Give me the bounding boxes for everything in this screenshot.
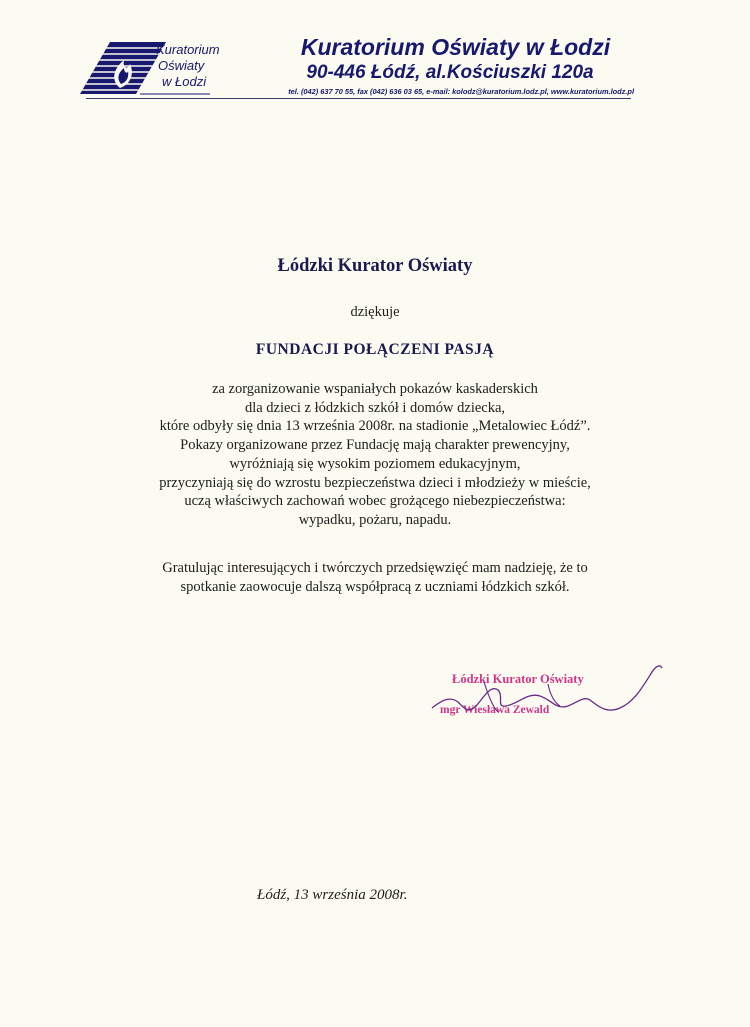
- recipient-name: FUNDACJI POŁĄCZENI PASJĄ: [255, 341, 495, 358]
- paragraph-line: które odbyły się dnia 13 września 2008r. na stadionie „Metalowiec Łódź”.: [159, 418, 591, 435]
- organization-address: 90-446 Łódź, al.Kościuszki 120a: [306, 62, 594, 83]
- thanks-line: dziękuje: [350, 304, 400, 320]
- main-paragraph: [0, 380, 750, 530]
- letter-date: Łódź, 13 września 2008r.: [257, 887, 408, 903]
- logo-line-2: Oświaty: [158, 58, 205, 73]
- paragraph-line: dla dzieci z łódzkich szkół i domów dziecka,: [244, 399, 506, 416]
- closing-paragraph: [0, 559, 750, 596]
- logo-line-3: w Łodzi: [162, 74, 207, 89]
- logo-line-1: Kuratorium: [156, 42, 220, 57]
- contact-details: tel. (042) 637 70 55, fax (042) 636 03 65, e-mail: kolodz@kuratorium.lodz.pl, www.kuratorium.lodz.pl: [288, 87, 634, 96]
- paragraph-line: wypadku, pożaru, napadu.: [298, 511, 452, 528]
- letterhead-divider: [86, 98, 631, 99]
- paragraph-line: wyróżniają się wysokim poziomem edukacyjnym,: [229, 455, 521, 472]
- paragraph-line: Gratulując interesujących i twórczych przedsięwzięć mam nadzieję, że to: [162, 560, 588, 576]
- paragraph-line: spotkanie zaowocuje dalszą współpracą z uczniami łódzkich szkół.: [180, 578, 570, 595]
- signature-stamp-title: Łódzki Kurator Oświaty: [452, 672, 584, 686]
- paragraph-line: uczą właściwych zachowań wobec grożącego niebezpieczeństwa:: [184, 493, 566, 510]
- paragraph-line: za zorganizowanie wspaniałych pokazów kaskaderskich: [212, 381, 538, 397]
- kuratorium-logo: [80, 40, 260, 96]
- paragraph-line: Pokazy organizowane przez Fundację mają charakter prewencyjny,: [180, 437, 570, 454]
- signature-stamp-name: mgr Wiesława Zewald: [440, 704, 550, 716]
- handwritten-signature: [428, 662, 668, 732]
- letter-heading: Łódzki Kurator Oświaty: [277, 256, 473, 276]
- paragraph-line: przyczyniają się do wzrostu bezpieczeństwa dzieci i młodzieży w mieście,: [159, 474, 591, 491]
- logo-wordmark: [156, 42, 220, 90]
- organization-name: Kuratorium Oświaty w Łodzi: [300, 34, 611, 60]
